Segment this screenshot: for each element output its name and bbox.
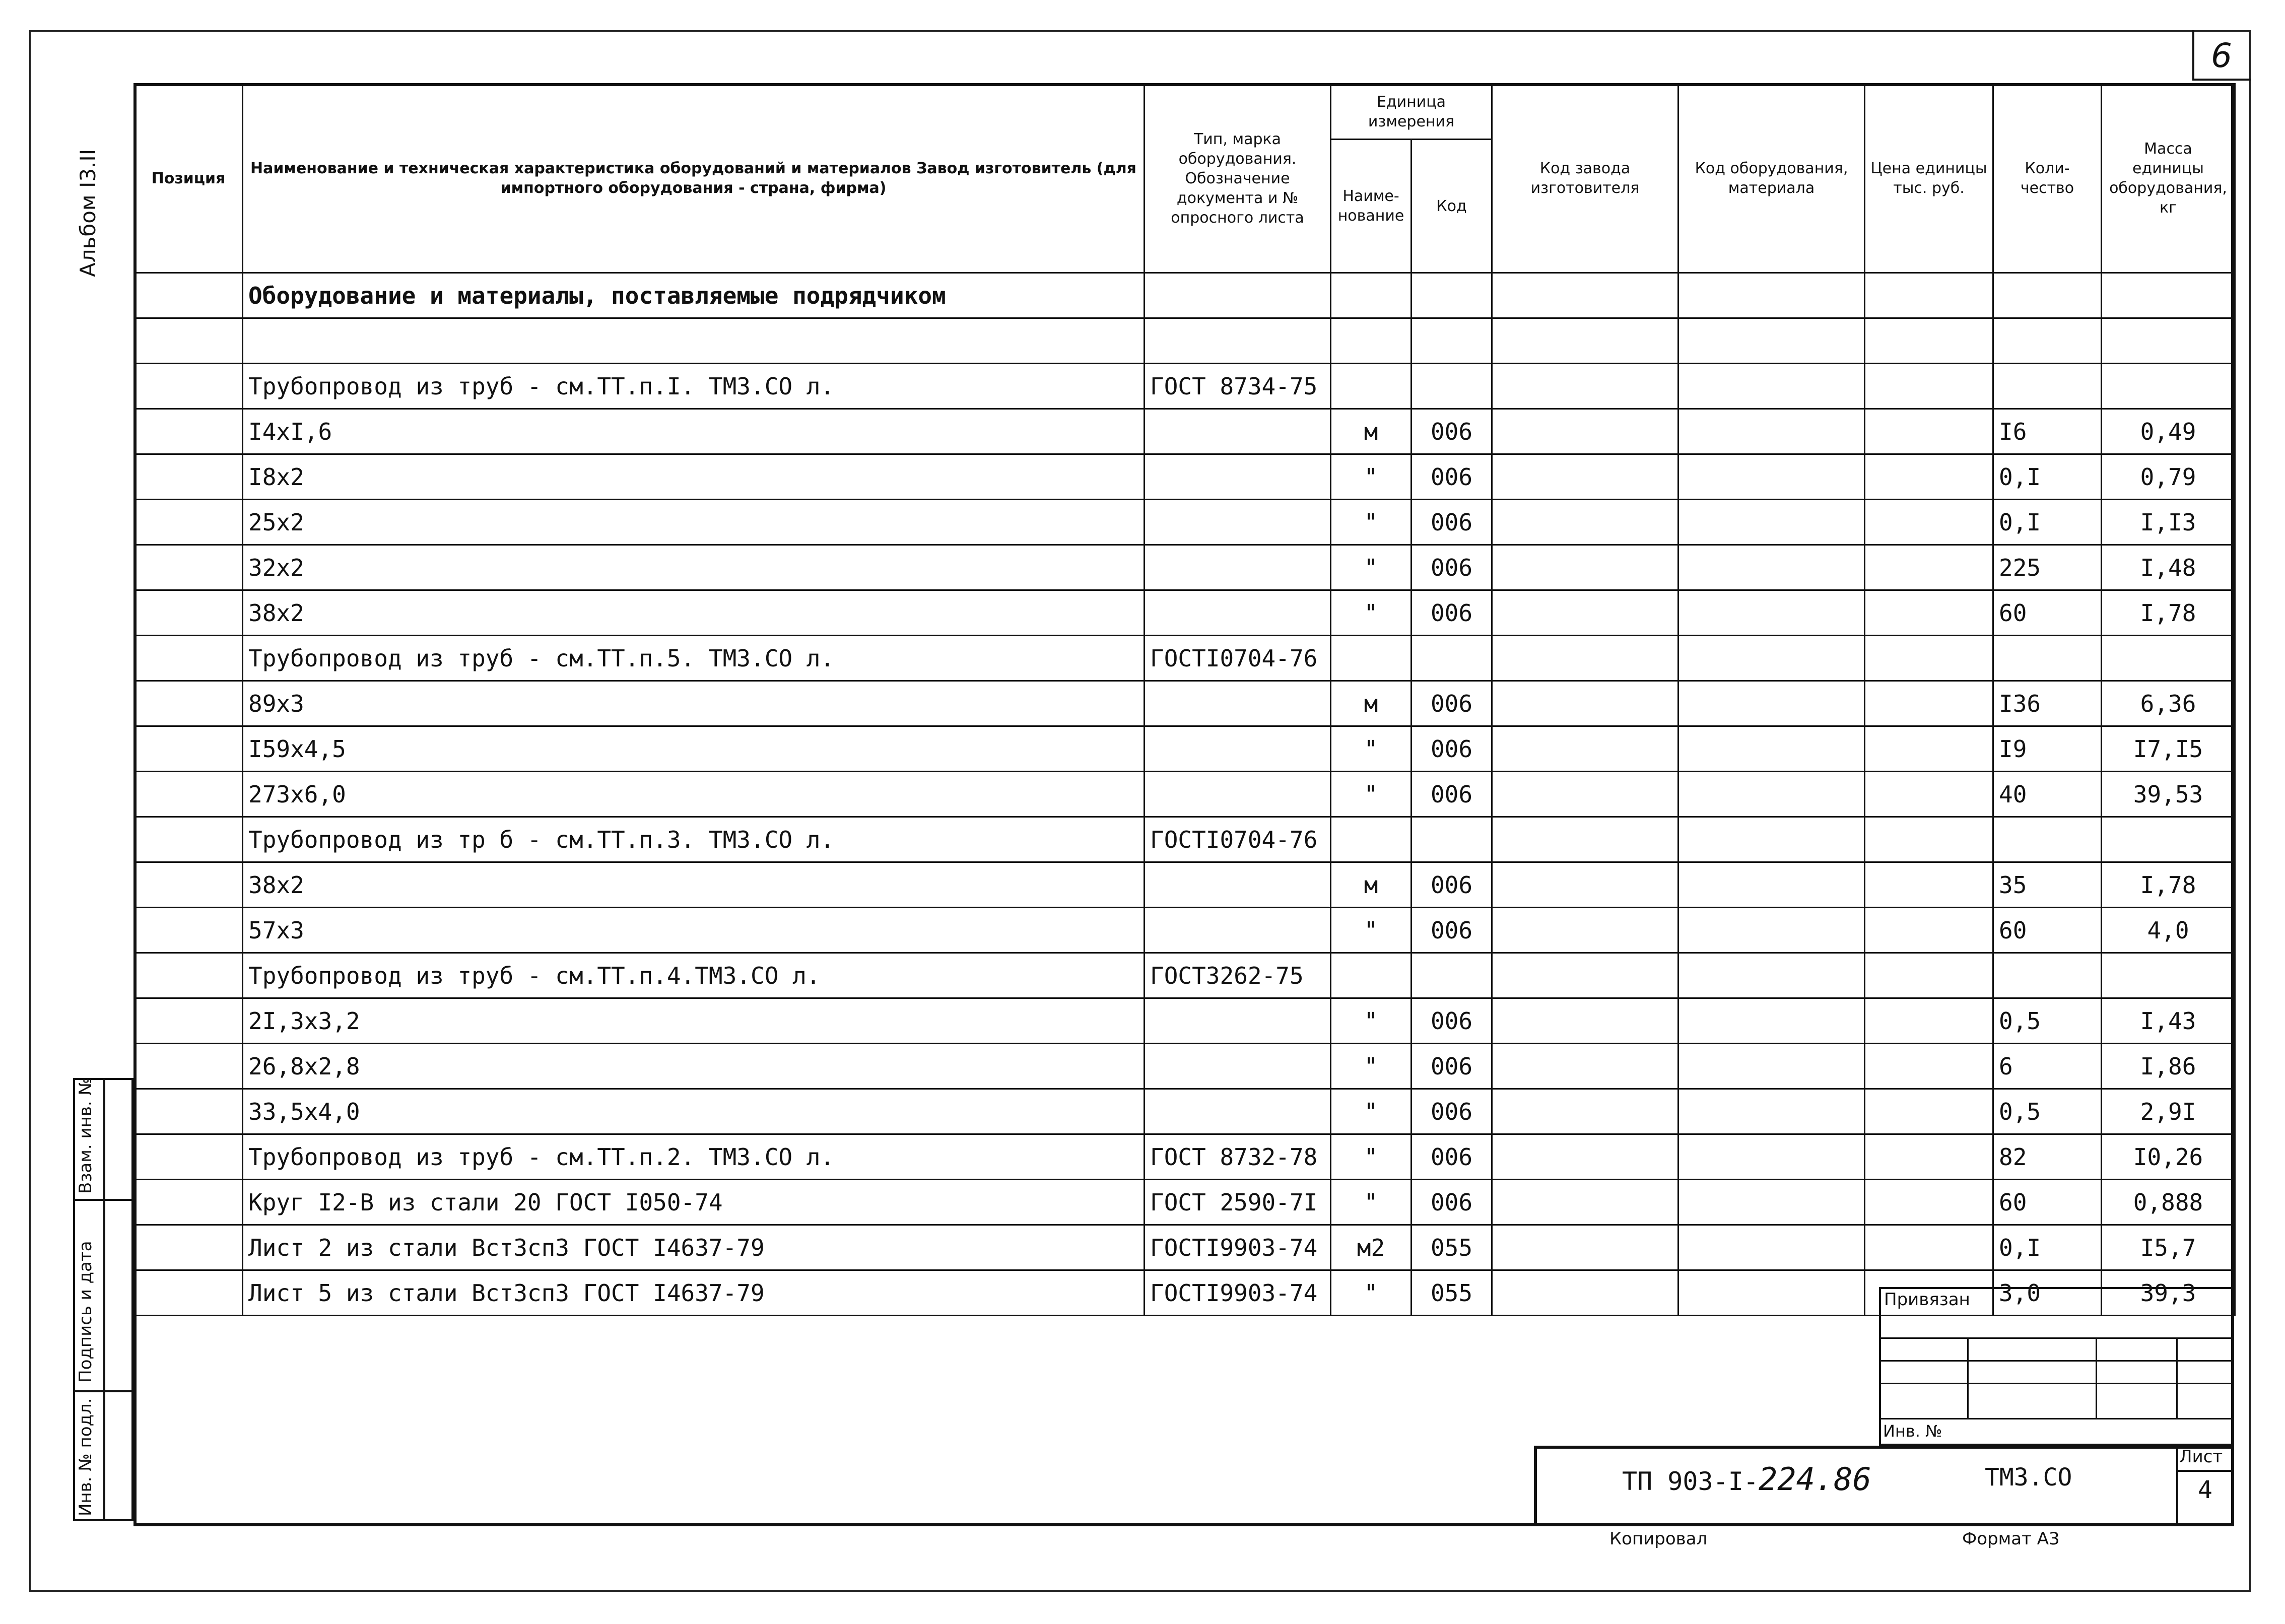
cell-qty: 0,I	[1993, 1225, 2102, 1270]
cell-type	[1145, 726, 1331, 772]
cell-qty	[1993, 636, 2102, 681]
cell-plant-code	[1492, 636, 1678, 681]
binding-line	[1879, 1337, 2234, 1339]
cell-equip-code	[1678, 1225, 1865, 1270]
header-price: Цена единицы тыс. руб.	[1865, 84, 1993, 273]
table-row	[135, 908, 2235, 953]
cell-equip-code	[1678, 772, 1865, 817]
section-code: ТМ3.СО	[1985, 1463, 2072, 1492]
table-row	[135, 500, 2235, 545]
cell-type	[1145, 1089, 1331, 1134]
cell-unit-code	[1412, 636, 1492, 681]
cell-type	[1145, 590, 1331, 636]
cell-plant-code	[1492, 726, 1678, 772]
cell-name: Лист 2 из стали ВстЗсп3 ГОСТ I4637-79	[243, 1225, 1145, 1270]
cell-name: Трубопровод из труб - см.ТТ.п.5. ТМ3.СО л.	[243, 636, 1145, 681]
cell-name: Трубопровод из тр б - см.ТТ.п.3. ТМ3.СО л.	[243, 817, 1145, 862]
cell-mass: 0,79	[2102, 454, 2235, 500]
cell-unit-name	[1331, 273, 1412, 318]
cell-plant-code	[1492, 1270, 1678, 1316]
cell-qty	[1993, 273, 2102, 318]
cell-plant-code	[1492, 1180, 1678, 1225]
cell-price	[1865, 545, 1993, 590]
cell-equip-code	[1678, 318, 1865, 364]
cell-unit-code: 006	[1412, 454, 1492, 500]
cell-price	[1865, 1089, 1993, 1134]
binding-vline	[2176, 1337, 2178, 1418]
cell-type	[1145, 1044, 1331, 1089]
cell-qty: 0,I	[1993, 454, 2102, 500]
cell-qty: I6	[1993, 409, 2102, 454]
cell-qty	[1993, 364, 2102, 409]
cell-qty: 82	[1993, 1134, 2102, 1180]
inv-no-label: Инв. №	[1883, 1422, 1942, 1441]
side-label-signature-date: Подпись и дата	[76, 1241, 96, 1383]
cell-unit-code: 006	[1412, 998, 1492, 1044]
cell-mass: 6,36	[2102, 681, 2235, 726]
cell-type: ГОСТ 8734-75	[1145, 364, 1331, 409]
cell-unit-code: 006	[1412, 590, 1492, 636]
cell-position	[135, 1225, 243, 1270]
cell-position	[135, 1270, 243, 1316]
cell-mass	[2102, 273, 2235, 318]
cell-equip-code	[1678, 1044, 1865, 1089]
cell-type	[1145, 772, 1331, 817]
cell-equip-code	[1678, 998, 1865, 1044]
document-code-number: 224.86	[1758, 1461, 1871, 1498]
cell-type	[1145, 500, 1331, 545]
cell-unit-name: "	[1331, 1180, 1412, 1225]
cell-unit-code: 006	[1412, 409, 1492, 454]
cell-equip-code	[1678, 908, 1865, 953]
cell-type: ГОСТI9903-74	[1145, 1270, 1331, 1316]
table-row	[135, 998, 2235, 1044]
cell-name: Трубопровод из труб - см.ТТ.п.I. ТМ3.СО л.	[243, 364, 1145, 409]
cell-position	[135, 273, 243, 318]
binding-line	[1879, 1360, 2234, 1362]
cell-qty: 0,5	[1993, 1089, 2102, 1134]
cell-mass: 0,49	[2102, 409, 2235, 454]
cell-unit-name: "	[1331, 772, 1412, 817]
binding-label: Привязан	[1884, 1290, 1970, 1310]
cell-name: 89x3	[243, 681, 1145, 726]
cell-plant-code	[1492, 409, 1678, 454]
cell-position	[135, 590, 243, 636]
cell-mass: I5,7	[2102, 1225, 2235, 1270]
cell-price	[1865, 1225, 1993, 1270]
table-row	[135, 318, 2235, 364]
cell-equip-code	[1678, 545, 1865, 590]
table-row	[135, 817, 2235, 862]
cell-unit-code	[1412, 273, 1492, 318]
cell-unit-name: "	[1331, 998, 1412, 1044]
table-row	[135, 772, 2235, 817]
cell-unit-code	[1412, 953, 1492, 998]
cell-type: ГОСТ3262-75	[1145, 953, 1331, 998]
cell-mass: 2,9I	[2102, 1089, 2235, 1134]
cell-unit-name: "	[1331, 908, 1412, 953]
cell-qty: 60	[1993, 908, 2102, 953]
cell-qty	[1993, 318, 2102, 364]
cell-unit-name: "	[1331, 500, 1412, 545]
cell-plant-code	[1492, 1089, 1678, 1134]
cell-qty: 60	[1993, 590, 2102, 636]
cell-unit-code: 006	[1412, 1089, 1492, 1134]
cell-qty: 40	[1993, 772, 2102, 817]
table-row	[135, 726, 2235, 772]
cell-qty	[1993, 953, 2102, 998]
cell-mass	[2102, 318, 2235, 364]
cell-qty: 3,0	[1993, 1270, 2102, 1316]
table-row	[135, 545, 2235, 590]
specification-table	[133, 83, 2236, 1316]
cell-type	[1145, 908, 1331, 953]
cell-mass: 4,0	[2102, 908, 2235, 953]
header-qty: Коли- чество	[1993, 84, 2102, 273]
cell-name: I4xI,6	[243, 409, 1145, 454]
cell-equip-code	[1678, 500, 1865, 545]
cell-plant-code	[1492, 817, 1678, 862]
cell-name: 33,5x4,0	[243, 1089, 1145, 1134]
sheet-box-line	[2176, 1470, 2234, 1472]
table-row	[135, 590, 2235, 636]
cell-price	[1865, 726, 1993, 772]
cell-mass: I7,I5	[2102, 726, 2235, 772]
cell-position	[135, 1134, 243, 1180]
cell-position	[135, 953, 243, 998]
cell-position	[135, 318, 243, 364]
cell-equip-code	[1678, 590, 1865, 636]
cell-plant-code	[1492, 273, 1678, 318]
binding-line	[1879, 1418, 2234, 1419]
cell-plant-code	[1492, 953, 1678, 998]
cell-plant-code	[1492, 364, 1678, 409]
cell-mass	[2102, 953, 2235, 998]
cell-equip-code	[1678, 636, 1865, 681]
cell-plant-code	[1492, 590, 1678, 636]
cell-position	[135, 908, 243, 953]
cell-price	[1865, 409, 1993, 454]
cell-name: 25x2	[243, 500, 1145, 545]
cell-type	[1145, 681, 1331, 726]
cell-type: ГОСТI9903-74	[1145, 1225, 1331, 1270]
cell-price	[1865, 1134, 1993, 1180]
table-row	[135, 1225, 2235, 1270]
header-type: Тип, марка оборудования. Обозначение документа и № опросного листа	[1145, 84, 1331, 273]
cell-equip-code	[1678, 1270, 1865, 1316]
cell-position	[135, 636, 243, 681]
cell-position	[135, 862, 243, 908]
header-equip-code: Код оборудования, материала	[1678, 84, 1865, 273]
cell-unit-name: "	[1331, 726, 1412, 772]
table-row	[135, 454, 2235, 500]
cell-position	[135, 681, 243, 726]
cell-equip-code	[1678, 364, 1865, 409]
binding-vline	[1967, 1337, 1969, 1418]
cell-mass: I,78	[2102, 590, 2235, 636]
cell-position	[135, 364, 243, 409]
side-strip-divider	[103, 1078, 105, 1521]
cell-qty: 6	[1993, 1044, 2102, 1089]
cell-price	[1865, 908, 1993, 953]
cell-position	[135, 545, 243, 590]
cell-mass	[2102, 817, 2235, 862]
cell-price	[1865, 817, 1993, 862]
cell-qty: 60	[1993, 1180, 2102, 1225]
cell-mass: I,48	[2102, 545, 2235, 590]
cell-qty: 0,5	[1993, 998, 2102, 1044]
table-row	[135, 1044, 2235, 1089]
binding-vline	[2096, 1337, 2097, 1418]
cell-unit-name: м	[1331, 409, 1412, 454]
cell-name: Оборудование и материалы, поставляемые подрядчиком	[243, 273, 1145, 318]
cell-name: 57x3	[243, 908, 1145, 953]
format-label: Формат А3	[1962, 1529, 2060, 1549]
cell-equip-code	[1678, 273, 1865, 318]
table-row	[135, 1089, 2235, 1134]
cell-unit-code: 006	[1412, 1134, 1492, 1180]
cell-unit-name: "	[1331, 545, 1412, 590]
cell-mass: I0,26	[2102, 1134, 2235, 1180]
cell-equip-code	[1678, 953, 1865, 998]
cell-equip-code	[1678, 817, 1865, 862]
cell-unit-name	[1331, 953, 1412, 998]
cell-equip-code	[1678, 1180, 1865, 1225]
cell-position	[135, 1089, 243, 1134]
header-position: Позиция	[135, 84, 243, 273]
cell-equip-code	[1678, 726, 1865, 772]
cell-unit-code: 006	[1412, 500, 1492, 545]
cell-name: 273x6,0	[243, 772, 1145, 817]
cell-unit-name	[1331, 364, 1412, 409]
cell-position	[135, 454, 243, 500]
cell-unit-code: 006	[1412, 908, 1492, 953]
cell-price	[1865, 500, 1993, 545]
cell-name: 38x2	[243, 590, 1145, 636]
cell-plant-code	[1492, 454, 1678, 500]
copied-by-label: Копировал	[1609, 1529, 1708, 1549]
cell-position	[135, 726, 243, 772]
header-mass: Масса единицы оборудования, кг	[2102, 84, 2235, 273]
cell-position	[135, 1180, 243, 1225]
cell-unit-name	[1331, 318, 1412, 364]
cell-plant-code	[1492, 908, 1678, 953]
table-row	[135, 862, 2235, 908]
cell-mass: I,43	[2102, 998, 2235, 1044]
cell-unit-code: 006	[1412, 1180, 1492, 1225]
cell-mass: 39,53	[2102, 772, 2235, 817]
cell-plant-code	[1492, 1225, 1678, 1270]
table-row	[135, 636, 2235, 681]
cell-price	[1865, 1044, 1993, 1089]
cell-name: Круг I2-В из стали 20 ГОСТ I050-74	[243, 1180, 1145, 1225]
page-number: 6	[2211, 36, 2232, 75]
side-strip-line	[73, 1390, 133, 1392]
cell-unit-name: "	[1331, 1134, 1412, 1180]
cell-name: Трубопровод из труб - см.ТТ.п.4.ТМ3.СО л.	[243, 953, 1145, 998]
cell-type	[1145, 409, 1331, 454]
cell-unit-name: "	[1331, 1270, 1412, 1316]
cell-qty: I9	[1993, 726, 2102, 772]
cell-price	[1865, 862, 1993, 908]
cell-type	[1145, 273, 1331, 318]
cell-mass: 0,888	[2102, 1180, 2235, 1225]
cell-price	[1865, 1180, 1993, 1225]
cell-type: ГОСТI0704-76	[1145, 636, 1331, 681]
cell-mass	[2102, 364, 2235, 409]
header-name: Наименование и техническая характеристика оборудований и материалов Завод изготовитель (для импортного оборудования - страна, фирма)	[243, 84, 1145, 273]
cell-equip-code	[1678, 1134, 1865, 1180]
cell-price	[1865, 273, 1993, 318]
cell-price	[1865, 998, 1993, 1044]
cell-unit-code	[1412, 364, 1492, 409]
cell-position	[135, 1044, 243, 1089]
cell-unit-code: 006	[1412, 681, 1492, 726]
table-row	[135, 681, 2235, 726]
cell-qty: 35	[1993, 862, 2102, 908]
cell-unit-code	[1412, 817, 1492, 862]
document-code-prefix: ТП 903-I-	[1622, 1467, 1759, 1496]
cell-equip-code	[1678, 681, 1865, 726]
cell-price	[1865, 636, 1993, 681]
binding-line	[1879, 1383, 2234, 1384]
cell-price	[1865, 953, 1993, 998]
cell-plant-code	[1492, 545, 1678, 590]
cell-name: Трубопровод из труб - см.ТТ.п.2. ТМ3.СО л.	[243, 1134, 1145, 1180]
table-row	[135, 1134, 2235, 1180]
cell-name: 32x2	[243, 545, 1145, 590]
cell-unit-code: 006	[1412, 726, 1492, 772]
cell-plant-code	[1492, 998, 1678, 1044]
cell-equip-code	[1678, 862, 1865, 908]
cell-price	[1865, 318, 1993, 364]
cell-qty: 0,I	[1993, 500, 2102, 545]
cell-unit-name: "	[1331, 590, 1412, 636]
cell-type	[1145, 998, 1331, 1044]
cell-plant-code	[1492, 318, 1678, 364]
cell-mass: I,I3	[2102, 500, 2235, 545]
side-label-inv-original: Инв. № подл.	[76, 1398, 96, 1516]
cell-mass: I,78	[2102, 862, 2235, 908]
cell-type: ГОСТ 2590-7I	[1145, 1180, 1331, 1225]
cell-position	[135, 998, 243, 1044]
cell-position	[135, 409, 243, 454]
cell-type	[1145, 318, 1331, 364]
cell-name: 38x2	[243, 862, 1145, 908]
cell-type	[1145, 545, 1331, 590]
side-strip-line	[73, 1199, 133, 1201]
cell-name: 26,8x2,8	[243, 1044, 1145, 1089]
cell-equip-code	[1678, 1089, 1865, 1134]
cell-unit-name: м2	[1331, 1225, 1412, 1270]
table-row	[135, 953, 2235, 998]
cell-unit-name: "	[1331, 1089, 1412, 1134]
cell-name: I8x2	[243, 454, 1145, 500]
table-row	[135, 409, 2235, 454]
cell-price	[1865, 681, 1993, 726]
cell-price	[1865, 454, 1993, 500]
cell-plant-code	[1492, 1044, 1678, 1089]
cell-unit-code: 055	[1412, 1225, 1492, 1270]
cell-plant-code	[1492, 1134, 1678, 1180]
cell-plant-code	[1492, 862, 1678, 908]
album-label: Альбом I3.II	[76, 149, 100, 277]
sheet-number: 4	[2198, 1476, 2212, 1504]
cell-type: ГОСТ 8732-78	[1145, 1134, 1331, 1180]
side-label-replace-inv: Взам. инв. №	[76, 1077, 96, 1194]
cell-qty: I36	[1993, 681, 2102, 726]
cell-unit-code: 006	[1412, 772, 1492, 817]
table-row	[135, 1180, 2235, 1225]
cell-qty: 225	[1993, 545, 2102, 590]
cell-unit-code: 006	[1412, 545, 1492, 590]
cell-unit-name	[1331, 817, 1412, 862]
document-code	[1622, 1461, 1871, 1498]
header-unit-name: Наиме- нование	[1331, 140, 1412, 273]
cell-equip-code	[1678, 409, 1865, 454]
cell-mass: I,86	[2102, 1044, 2235, 1089]
cell-name: Лист 5 из стали ВстЗсп3 ГОСТ I4637-79	[243, 1270, 1145, 1316]
table-row	[135, 273, 2235, 318]
cell-unit-name: "	[1331, 454, 1412, 500]
cell-name: I59x4,5	[243, 726, 1145, 772]
cell-unit-name: м	[1331, 681, 1412, 726]
cell-mass	[2102, 636, 2235, 681]
cell-name: 2I,3x3,2	[243, 998, 1145, 1044]
cell-price	[1865, 590, 1993, 636]
header-plant-code: Код завода изготовителя	[1492, 84, 1678, 273]
cell-unit-name: м	[1331, 862, 1412, 908]
cell-type	[1145, 454, 1331, 500]
cell-unit-code: 055	[1412, 1270, 1492, 1316]
table-row	[135, 364, 2235, 409]
cell-type: ГОСТI0704-76	[1145, 817, 1331, 862]
cell-position	[135, 817, 243, 862]
header-unit: Единица измерения	[1331, 84, 1492, 140]
cell-mass: 39,3	[2102, 1270, 2235, 1316]
cell-plant-code	[1492, 772, 1678, 817]
cell-plant-code	[1492, 500, 1678, 545]
cell-equip-code	[1678, 454, 1865, 500]
cell-qty	[1993, 817, 2102, 862]
cell-unit-code: 006	[1412, 862, 1492, 908]
cell-unit-name	[1331, 636, 1412, 681]
sheet-label: Лист	[2179, 1447, 2223, 1467]
cell-unit-code: 006	[1412, 1044, 1492, 1089]
cell-price	[1865, 364, 1993, 409]
cell-unit-code	[1412, 318, 1492, 364]
cell-unit-name: "	[1331, 1044, 1412, 1089]
cell-name	[243, 318, 1145, 364]
cell-price	[1865, 772, 1993, 817]
cell-plant-code	[1492, 681, 1678, 726]
header-unit-code: Код	[1412, 140, 1492, 273]
cell-position	[135, 500, 243, 545]
cell-position	[135, 772, 243, 817]
cell-type	[1145, 862, 1331, 908]
